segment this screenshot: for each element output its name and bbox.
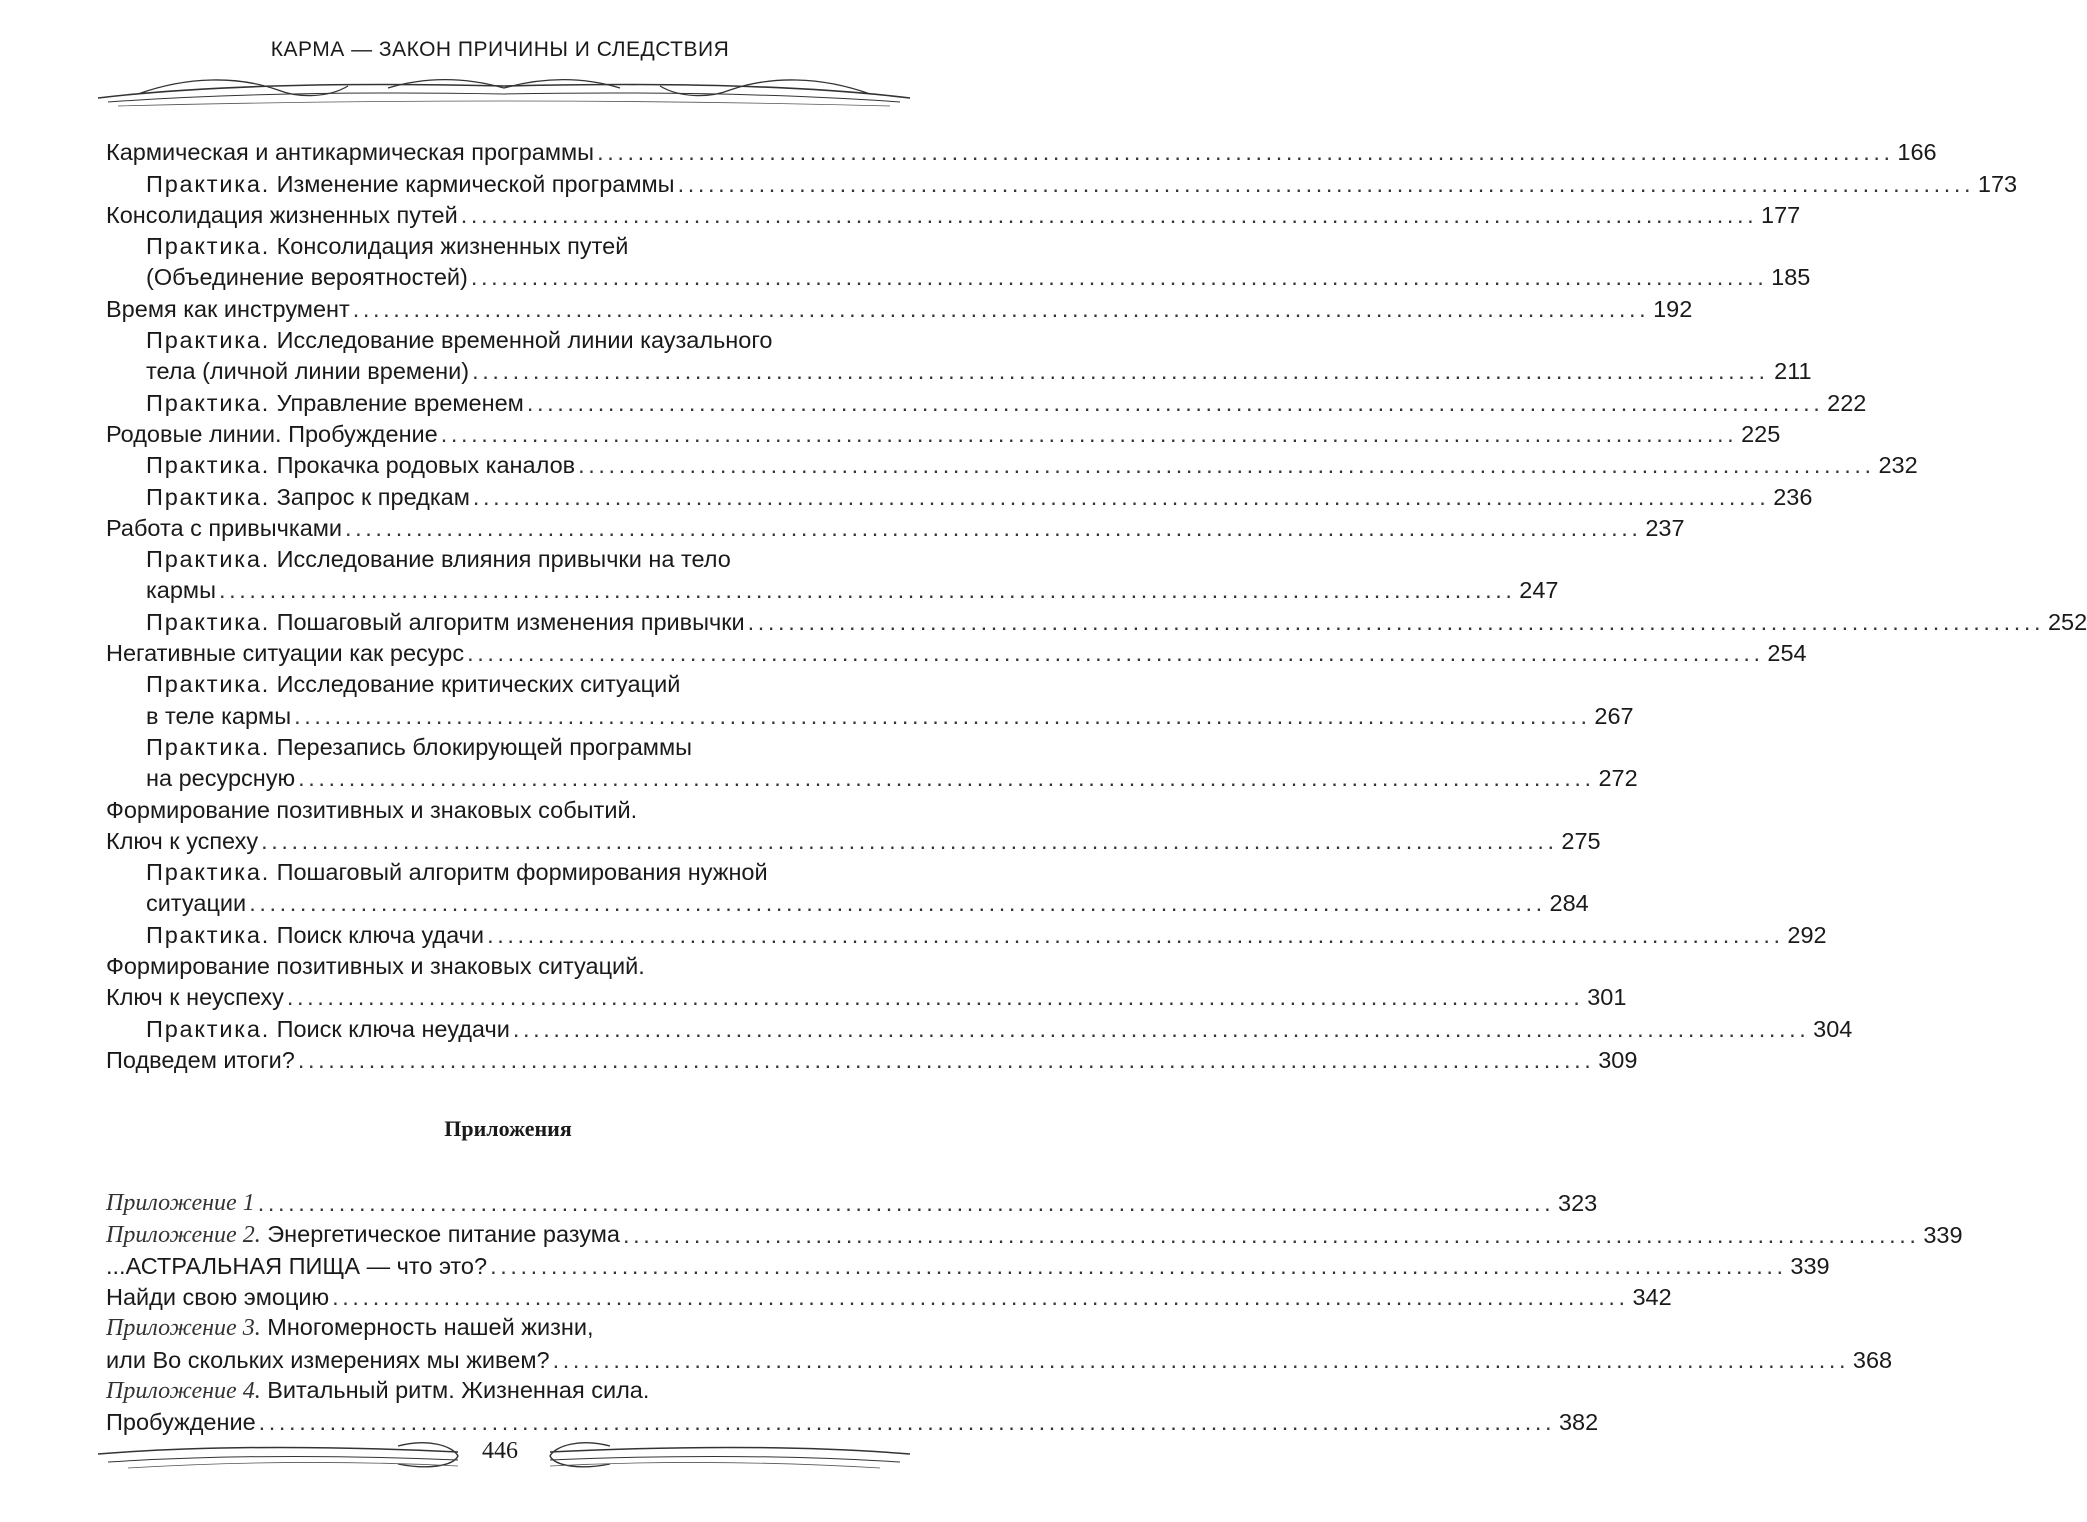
entry-title-text: Запрос к предкам [276,483,470,510]
entry-title [106,419,438,450]
practice-prefix: Практика. [146,389,271,416]
entry-title-text: Многомерность нашей жизни, [267,1314,594,1341]
toc-practice-entry [106,387,1867,418]
appendix-label: Приложение 3. [106,1315,261,1342]
dot-leader: ................................................................................................................................ [440,420,1738,447]
toc-practice-entry [106,857,910,888]
entry-title-text: Исследование критических ситуаций [276,671,681,698]
toc-entry [106,794,910,825]
toc-practice-entry [106,1013,1853,1044]
toc-entry [106,982,1627,1013]
entry-title-text: Поиск ключа неудачи [276,1015,510,1042]
entry-title-text: Время как инструмент [106,295,350,322]
toc-practice-entry [106,325,910,356]
entry-title [146,262,468,293]
toc-entry [106,293,1693,324]
dot-leader: ................................................................................................................................ [249,890,1546,917]
appendix-label: Приложение 1 [106,1190,255,1217]
entry-title [146,325,772,356]
dot-leader: ................................................................................................................................ [747,608,2045,635]
table-of-contents [106,137,2087,1438]
section-gap [106,1174,910,1188]
dot-leader: ................................................................................................................................ [578,452,1875,479]
entry-title-text: Витальный ритм. Жизненная сила. [267,1376,650,1403]
practice-prefix: Практика. [146,546,271,573]
entry-title [106,1312,594,1344]
appendix-entry [106,1251,1830,1282]
entry-title [146,169,675,200]
dot-leader: ................................................................................................................................ [297,1046,1595,1073]
dot-leader: ................................................................................................................................ [597,139,1894,166]
entry-title [146,356,469,387]
toc-practice-entry [106,231,910,262]
toc-entry [106,419,1781,450]
entry-title [146,701,291,732]
appendix-entry [106,1219,1963,1250]
entry-title [146,450,575,481]
toc-practice-entry [106,575,1559,606]
toc-practice-entry [106,450,1918,481]
page-ref: 284 [1549,890,1589,917]
entry-title-text: Поиск ключа удачи [276,921,485,948]
page-ref: 166 [1897,139,1937,166]
toc-practice-entry [106,919,1827,950]
page-ref: 292 [1787,921,1827,948]
entry-title [106,982,284,1013]
page-ref: 309 [1598,1046,1638,1073]
dot-leader: ................................................................................................................................ [470,264,1768,291]
page-ref: 211 [1774,358,1812,385]
entry-title-text: кармы [146,577,216,604]
appendix-entry [106,1344,1893,1375]
appendix-entry [106,1313,910,1344]
dot-leader: ................................................................................................................................ [512,1015,1810,1042]
toc-practice-entry [106,888,1589,919]
dot-leader: ................................................................................................................................ [552,1346,1850,1373]
entry-title-text: на ресурсную [146,765,296,792]
entry-title [106,1345,550,1376]
appendix-label: Приложение 4. [106,1377,261,1404]
toc-entry [106,1045,1638,1076]
practice-prefix: Практика. [146,1015,271,1042]
dot-leader: ................................................................................................................................ [487,921,1784,948]
page-ref: 222 [1827,389,1867,416]
page-ref: 237 [1645,514,1685,541]
dot-leader: ................................................................................................................................ [257,1190,1555,1217]
page-ref: 301 [1587,984,1627,1011]
toc-practice-entry [106,669,910,700]
entry-title-text: Исследование временной линии каузального [276,327,773,354]
appendix-entry [106,1188,1598,1219]
entry-title [106,513,342,544]
toc-practice-entry [106,356,1812,387]
entry-title [146,669,680,700]
practice-prefix: Практика. [146,233,271,260]
page-ref: 323 [1558,1190,1598,1217]
running-head: КАРМА — ЗАКОН ПРИЧИНЫ И СЛЕДСТВИЯ [270,38,730,61]
entry-title-text: Кармическая и антикармическая программы [106,139,595,166]
top-ornament-divider [98,72,910,108]
entry-title [146,1014,510,1045]
dot-leader: ................................................................................................................................ [258,1409,1556,1436]
toc-entry [106,137,1937,168]
practice-prefix: Практика. [146,671,271,698]
dot-leader: ................................................................................................................................ [294,702,1591,729]
page-ref: 342 [1632,1284,1672,1311]
page-ref: 267 [1594,702,1634,729]
appendix-toc-list [106,1188,1963,1438]
page-ref: 382 [1558,1409,1599,1436]
entry-title-text: Консолидация жизненных путей [276,233,629,260]
appendix-entry [106,1407,1599,1438]
dot-leader: ................................................................................................................................ [490,1252,1787,1279]
dot-leader: ................................................................................................................................ [218,577,1516,604]
entry-title [146,763,295,794]
entry-title-text: (Объединение вероятностей) [146,264,468,291]
practice-prefix: Практика. [146,733,271,760]
entry-title-text: Найди свою эмоцию [106,1284,330,1311]
page-ref: 232 [1878,452,1918,479]
entry-title [146,544,731,575]
entry-title-text: Работа с привычками [106,514,343,541]
dot-leader: ................................................................................................................................ [472,483,1770,510]
appendix-label: Приложение 2. [106,1221,261,1248]
practice-prefix: Практика. [146,483,271,510]
entry-title [106,1187,255,1219]
page-ref: 339 [1923,1221,1963,1248]
page-ref: 275 [1561,827,1601,854]
entry-title-text: Перезапись блокирующей программы [276,733,693,760]
entry-title-text: Прокачка родовых каналов [276,452,576,479]
entry-title [146,920,484,951]
entry-title-text: Ключ к неуспеху [106,984,284,1011]
entry-title-text: Управление временем [276,389,524,416]
dot-leader: ................................................................................................................................ [298,765,1595,792]
entry-title [106,638,464,669]
entry-title [106,137,594,168]
entry-title-text: Подведем итоги? [106,1046,295,1073]
dot-leader: ................................................................................................................................ [623,1221,1920,1248]
dot-leader: ................................................................................................................................ [677,170,1975,197]
appendix-section-title: Приложения [444,1115,572,1141]
appendix-entry [106,1282,1672,1313]
entry-title [146,388,524,419]
entry-title [106,1251,487,1282]
dot-leader: ................................................................................................................................ [467,640,1764,667]
page-ref: 192 [1653,295,1693,322]
page-ref: 254 [1767,640,1807,667]
toc-practice-entry [106,763,1638,794]
practice-prefix: Практика. [146,921,271,948]
entry-title [146,888,246,919]
main-toc-list [106,137,2087,1076]
entry-title-text: Пошаговый алгоритм изменения привычки [276,608,745,635]
practice-prefix: Практика. [146,608,271,635]
entry-title-text: Изменение кармической программы [276,170,675,197]
entry-title-text: Исследование влияния привычки на тело [276,546,731,573]
entry-title-text: Энергетическое питание разума [267,1220,620,1247]
toc-practice-entry [106,700,1634,731]
entry-title-text: Родовые линии. Пробуждение [106,420,438,447]
entry-title [146,575,216,606]
toc-practice-entry [106,168,2018,199]
practice-prefix: Практика. [146,327,271,354]
entry-title-text: в теле кармы [146,702,292,729]
entry-title-text: Консолидация жизненных путей [106,201,458,228]
entry-title [106,294,350,325]
page-ref: 173 [1977,170,2018,197]
entry-title-text: тела (личной линии времени) [146,358,470,385]
entry-title-text: ...АСТРАЛЬНАЯ ПИЩА — что это? [106,1252,488,1279]
practice-prefix: Практика. [146,170,271,197]
entry-title-text: Формирование позитивных и знаковых ситуаций. [106,953,645,980]
toc-practice-entry [106,481,1813,512]
entry-title [106,1375,649,1407]
toc-entry [106,638,1807,669]
entry-title [106,1282,329,1313]
entry-title [146,607,745,638]
page-ref: 272 [1598,765,1638,792]
page-ref: 304 [1813,1015,1853,1042]
entry-title [106,1219,620,1251]
appendix-entry [106,1376,910,1407]
toc-practice-entry [106,544,910,575]
entry-title [146,231,628,262]
practice-prefix: Практика. [146,859,271,886]
page-ref: 368 [1852,1346,1893,1373]
entry-title-text: или Во скольких измерениях мы живем? [106,1346,550,1373]
dot-leader: ................................................................................................................................ [345,514,1642,541]
toc-practice-entry [106,262,1811,293]
dot-leader: ................................................................................................................................ [286,984,1584,1011]
page-ref: 339 [1790,1252,1830,1279]
practice-prefix: Практика. [146,452,271,479]
entry-title [106,1045,295,1076]
page-ref: 236 [1773,483,1813,510]
entry-title [146,482,470,513]
dot-leader: ................................................................................................................................ [460,201,1758,228]
entry-title [106,951,645,982]
toc-practice-entry [106,606,2087,637]
dot-leader: ................................................................................................................................ [332,1284,1629,1311]
toc-practice-entry [106,732,910,763]
entry-title [106,795,637,826]
toc-entry [106,513,1685,544]
entry-title-text: Пробуждение [106,1409,256,1436]
page-ref: 225 [1741,420,1781,447]
page-ref: 185 [1771,264,1811,291]
toc-entry [106,826,1601,857]
dot-leader: ................................................................................................................................ [526,389,1824,416]
page-ref: 247 [1519,577,1559,604]
entry-title-text: Негативные ситуации как ресурс [106,640,465,667]
entry-title [106,826,258,857]
dot-leader: ................................................................................................................................ [472,358,1769,385]
entry-title-text: Пошаговый алгоритм формирования нужной [276,859,768,886]
entry-title-text: Ключ к успеху [106,827,259,854]
toc-entry [106,200,1801,231]
dot-leader: ................................................................................................................................ [261,827,1558,854]
entry-title-text: ситуации [146,890,247,917]
entry-title [106,1407,256,1438]
entry-title-text: Формирование позитивных и знаковых событий. [106,796,638,823]
entry-title [146,857,768,888]
page-ref: 177 [1761,201,1801,228]
dot-leader: ................................................................................................................................ [352,295,1650,322]
page-ref: 252 [2047,608,2087,635]
entry-title [146,732,692,763]
page-number: 446 [0,1438,1000,1465]
toc-entry [106,951,910,982]
entry-title [106,200,458,231]
